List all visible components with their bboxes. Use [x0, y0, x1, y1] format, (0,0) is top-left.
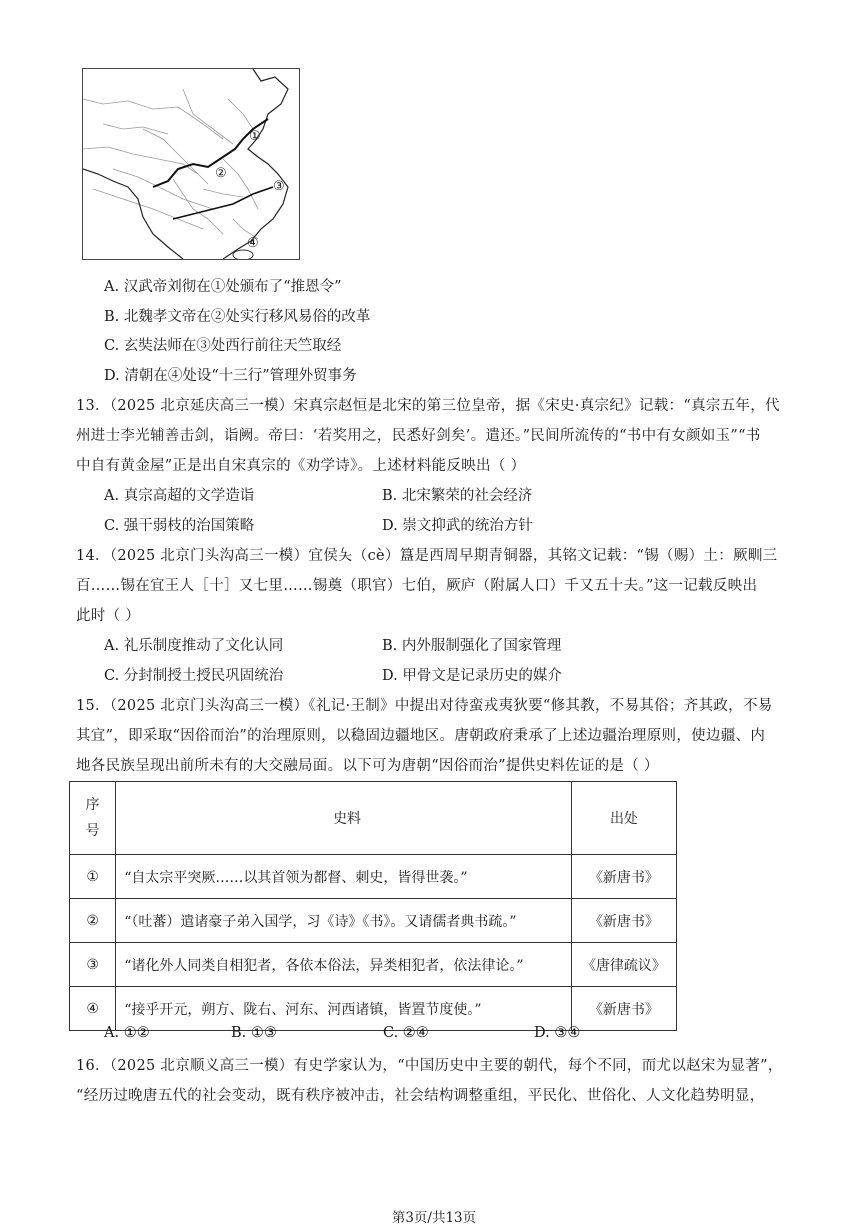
table-row — [70, 899, 677, 943]
table-row — [70, 987, 677, 1031]
q16-line-1: 16．（2025 北京顺义高三一模）有史学家认为，“中国历史中主要的朝代，每个不同，而尤以赵宋为显著”， — [76, 1058, 783, 1074]
table-row — [70, 943, 677, 987]
q14-option-b: B. 内外服制强化了国家管理 — [382, 638, 562, 654]
row-source: 《新唐书》 — [571, 855, 676, 899]
row-source: 《新唐书》 — [571, 987, 676, 1031]
q12-option-a: A. 汉武帝刘彻在①处颁布了“推恩令” — [104, 279, 342, 295]
q13-option-c: C. 强干弱枝的治国策略 — [104, 518, 255, 534]
row-material: “诸化外人同类自相犯者，各依本俗法，异类相犯者，依法律论。” — [116, 943, 572, 987]
row-material: “接乎开元，朔方、陇右、河东、河西诸镇，皆置节度使。” — [116, 987, 572, 1031]
map-marker-1: ① — [249, 129, 261, 144]
header-source: 出处 — [571, 782, 676, 855]
china-map-figure — [82, 68, 300, 260]
source-table — [69, 781, 677, 1031]
row-material: “（吐蕃）遣诸豪子弟入国学，习《诗》《书》。又请儒者典书疏。” — [116, 899, 572, 943]
q15-line-2: 其宜”，即采取“因俗而治”的治理原则，以稳固边疆地区。唐朝政府秉承了上述边疆治理原则，使边疆、内 — [76, 728, 766, 744]
q14-line-2: 百……锡在宜王人［十］又七里……锡奠（职官）七伯，厥庐（附属人口）千又五十夫。”这一记载反映出 — [76, 578, 758, 594]
header-material: 史料 — [116, 782, 572, 855]
map-marker-2: ② — [215, 166, 227, 181]
row-source: 《新唐书》 — [571, 899, 676, 943]
q14-option-c: C. 分封制授土授民巩固统治 — [104, 668, 284, 684]
q13-option-b: B. 北宋繁荣的社会经济 — [382, 488, 533, 504]
q14-option-d: D. 甲骨文是记录历史的媒介 — [382, 668, 562, 684]
row-seq: ③ — [70, 943, 116, 987]
table-row — [70, 855, 677, 899]
q14-line-1: 14．（2025 北京门头沟高三一模）宜侯夨（cè）簋是西周早期青铜器，其铭文记载：“锡（赐）土：厥甽三 — [76, 548, 778, 564]
q13-line-1: 13．（2025 北京延庆高三一模）宋真宗赵恒是北宋的第三位皇帝，据《宋史·真宗纪》记载：“真宗五年，代 — [76, 398, 780, 414]
row-source: 《唐律疏议》 — [571, 943, 676, 987]
q13-option-a: A. 真宗高超的文学造诣 — [104, 488, 255, 504]
q16-line-2: “经历过晚唐五代的社会变动，既有秩序被冲击，社会结构调整重组，平民化、世俗化、人文化趋势明显， — [76, 1088, 765, 1104]
header-seq: 序号 — [70, 782, 116, 855]
q12-option-d: D. 清朝在④处设“十三行”管理外贸事务 — [104, 368, 357, 384]
row-material: “自太宗平突厥……以其首领为都督、刺史，皆得世袭。” — [116, 855, 572, 899]
q15-option-b: B. ①③ — [231, 1025, 277, 1041]
q15-option-c: C. ②④ — [383, 1025, 429, 1041]
q15-line-3: 地各民族呈现出前所未有的大交融局面。以下可为唐朝“因俗而治”提供史料佐证的是（ ） — [76, 758, 659, 774]
map-outline — [83, 69, 299, 259]
row-seq: ① — [70, 855, 116, 899]
q12-option-b: B. 北魏孝文帝在②处实行移风易俗的改革 — [104, 309, 371, 325]
q13-option-d: D. 崇文抑武的统治方针 — [382, 518, 533, 534]
q15-line-1: 15．（2025 北京门头沟高三一模）《礼记·王制》中提出对待蛮戎夷狄要“修其教，不易其俗；齐其政，不易 — [76, 698, 773, 714]
table-header-row — [70, 782, 677, 855]
q14-line-3: 此时（ ） — [76, 608, 141, 624]
q12-option-c: C. 玄奘法师在③处西行前往天竺取经 — [104, 338, 342, 354]
q15-option-d: D. ③④ — [534, 1025, 581, 1041]
page-footer: 第3页/共13页 — [391, 1210, 477, 1226]
map-marker-4: ④ — [247, 236, 259, 251]
q13-line-2: 州进士李光辅善击剑，诣阙。帝曰：‘若奖用之，民悉好剑矣’。遣还。”民间所流传的“书中有女颜如玉”“书 — [76, 428, 761, 444]
q13-line-3: 中自有黄金屋”正是出自宋真宗的《劝学诗》。上述材料能反映出（ ） — [76, 458, 526, 474]
row-seq: ② — [70, 899, 116, 943]
map-marker-3: ③ — [273, 179, 285, 194]
q14-option-a: A. 礼乐制度推动了文化认同 — [104, 638, 284, 654]
row-seq: ④ — [70, 987, 116, 1031]
q15-option-a: A. ①② — [104, 1025, 150, 1041]
